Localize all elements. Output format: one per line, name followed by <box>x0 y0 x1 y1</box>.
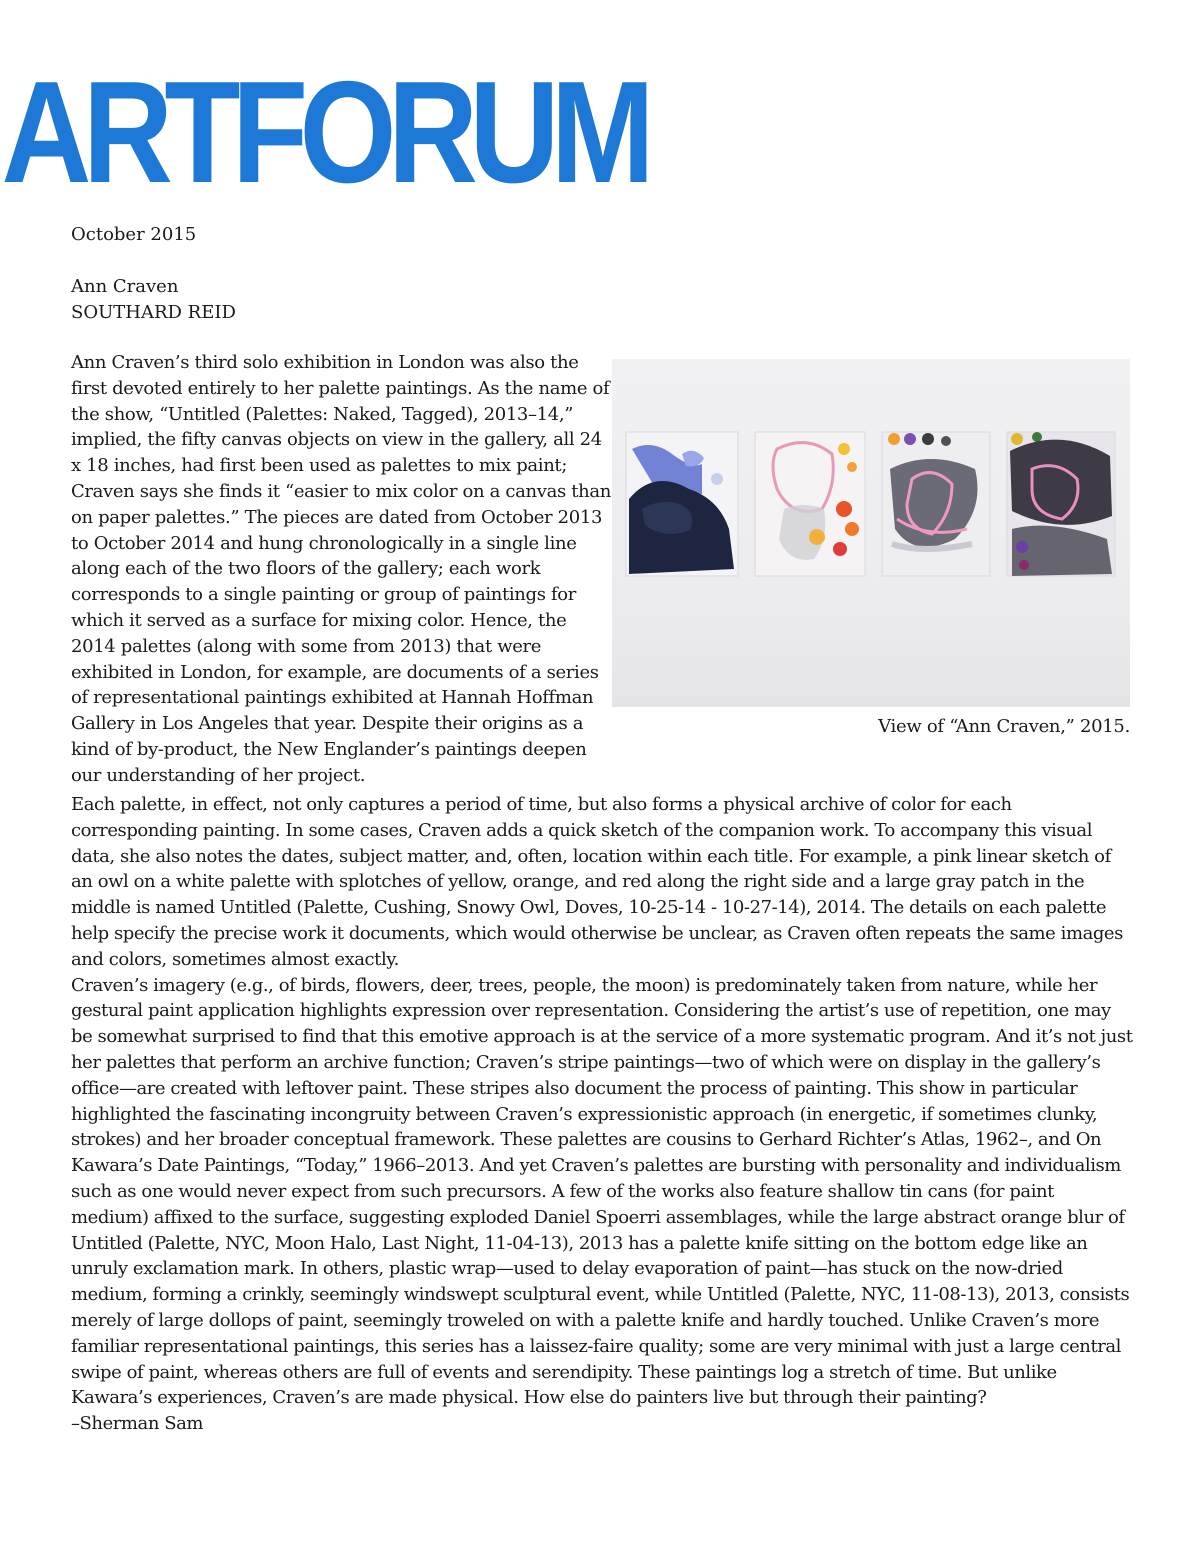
body-paragraph: Craven’s imagery (e.g., of birds, flowers, deer, trees, people, the moon) is predominately taken from nature, while her gestural paint application highlights expression over representation. Considering the artist’s use of repetition, one may be somewhat surprised to find that this emotive approach is at the service of a more systematic program. And it’s not just her palettes that perform an archive function; Craven’s stripe paintings—two of which were on display in the gallery’s office—are created with leftover paint. These stripes also document the process of painting. This show in particular highlighted the fascinating incongruity between Craven’s expressionistic approach (in energetic, if sometimes clunky, strokes) and her broader conceptual framework. These palettes are cousins to Gerhard Richter’s Atlas, 1962–, and On Kawara’s Date Paintings, “Today,” 1966–2013. And yet Craven’s palettes are bursting with personality and individualism such as one would never expect from such precursors. A few of the works also feature shallow tin cans (for paint medium) affixed to the surface, suggesting exploded Daniel Spoerri assemblages, while the large abstract orange blur of Untitled (Palette, NYC, Moon Halo, Last Night, 11-04-13), 2013 has a palette knife sitting on the bottom edge like an unruly exclamation mark. In others, plastic wrap—used to delay evaporation of paint—has stuck on the now-dried medium, forming a crinkly, seemingly windswept sculptural event, while Untitled (Palette, NYC, 11-08-13), 2013, consists merely of large dollops of paint, seemingly troweled on with a palette knife and hardly touched. Unlike Craven’s more familiar representational paintings, this series has a laissez-faire quality; some are very minimal with just a large central swipe of paint, whereas others are full of events and serendipity. These paintings log a stretch of time. But unlike Kawara’s experiences, Craven’s are made physical. How else do painters live but through their painting? <box>71 974 1133 1409</box>
byline: –Sherman Sam <box>71 1413 204 1435</box>
logo-text: ARTFORUM <box>1 50 647 213</box>
installation-photo <box>612 359 1130 707</box>
palette-painting-2 <box>755 432 865 576</box>
palette-painting-4 <box>1007 432 1115 576</box>
lead-paragraph: Ann Craven’s third solo exhibition in London was also the first devoted entirely to her palette paintings. As the name of the show, “Untitled (Palettes: Naked, Tagged), 2013–14,” implied, the fifty canvas objects on view in the gallery, all 24 x 18 inches, had first been used as palettes to mix paint; Craven says she finds it “easier to mix color on a canvas than on paper palettes.” The pieces are dated from October 2013 to October 2014 and hung chronologically in a single line along each of the two floors of the gallery; each work corresponds to a single painting or group of paintings for which it served as a surface for mixing color. Hence, the 2014 palettes (along with some from 2013) that were exhibited in London, for example, are documents of a series of representational paintings exhibited at Hannah Hoffman Gallery in Los Angeles that year. Despite their origins as a kind of by-product, the New Englander’s paintings deepen our understanding of her project. <box>71 352 611 786</box>
artist-name: Ann Craven <box>71 276 179 297</box>
palette-painting-1 <box>626 432 738 576</box>
body-paragraph: Each palette, in effect, not only captures a period of time, but also forms a physical archive of color for each corresponding painting. In some cases, Craven adds a quick sketch of the companion work. To accompany this visual data, she also notes the dates, subject matter, and, often, location within each title. For example, a pink linear sketch of an owl on a white palette with splotches of yellow, orange, and red along the right side and a large gray patch in the middle is named Untitled (Palette, Cushing, Snowy Owl, Doves, 10-25-14 - 10-27-14), 2014. The details on each palette help specify the precise work it documents, which would otherwise be unclear, as Craven often repeats the same images and colors, sometimes almost exactly. <box>71 794 1123 970</box>
photo-caption: View of “Ann Craven,” 2015. <box>878 716 1130 737</box>
artforum-logo <box>1 50 647 213</box>
palette-painting-3 <box>882 432 990 576</box>
installation-view-image <box>612 359 1130 707</box>
issue-date: October 2015 <box>71 224 197 245</box>
article-body <box>71 792 1133 1437</box>
gallery-name: SOUTHARD REID <box>71 302 236 323</box>
